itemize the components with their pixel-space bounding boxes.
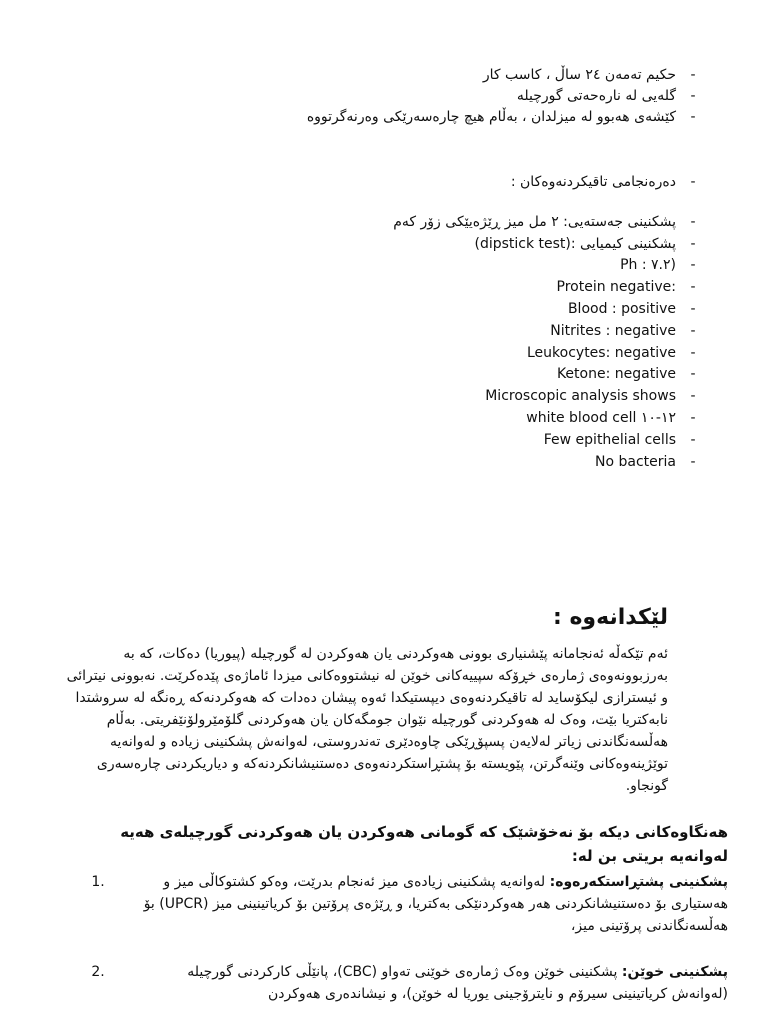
list-item <box>307 85 710 106</box>
bullet-dash: - <box>690 453 696 470</box>
result-text: Nitrites : negative <box>550 322 676 339</box>
result-text: Blood : positive <box>567 301 676 318</box>
step-body <box>128 871 728 937</box>
result-text: white blood cell ١٢-١٠ <box>526 410 676 427</box>
bullet-dash: - <box>690 257 696 274</box>
bullet-dash: - <box>690 344 696 361</box>
step-number: 1. <box>91 874 105 890</box>
list-item <box>393 276 710 298</box>
step-text: پشکنینی خوێن وەک ژمارەی خوێنی تەواو (CBC)، پانێڵی کارکردنی گورچیلە (لەوانەش کریاتینینی سیرۆم و نایترۆجینی یوریا لە خوێن)، و نیشاندەری هەوکردن <box>187 964 728 1002</box>
list-item <box>393 320 710 342</box>
patient-info-text: گلەیی لە نارەحەتی گورچیلە <box>516 87 676 104</box>
bullet-dash: - <box>690 431 696 448</box>
bullet-dash: - <box>690 173 696 190</box>
list-item <box>393 385 710 407</box>
conclusion-label: دەرەنجامی تاقیکردنەوەکان : <box>510 173 676 190</box>
list-item <box>307 106 710 127</box>
bullet-dash: - <box>690 322 696 339</box>
bullet-dash: - <box>690 87 696 104</box>
patient-info-list <box>307 64 710 127</box>
bullet-dash: - <box>690 301 696 318</box>
section-heading: لێکدانەوە : <box>552 605 668 630</box>
patient-info-text: کێشەی هەبوو لە میزلدان ، بەڵام هیچ چارەسەرێکی وەرنەگرتووە <box>306 108 676 125</box>
next-steps-list <box>68 961 728 1005</box>
list-item <box>393 342 710 364</box>
next-steps-list <box>68 871 728 937</box>
bullet-dash: - <box>690 66 696 83</box>
bullet-dash: - <box>690 279 696 296</box>
list-item <box>393 407 710 429</box>
result-text: No bacteria <box>595 453 676 470</box>
result-text: Ketone: negative <box>556 366 676 383</box>
list-item <box>511 171 710 192</box>
list-item <box>393 233 710 255</box>
bullet-dash: - <box>690 213 696 230</box>
list-item <box>393 255 710 277</box>
next-steps-heading: هەنگاوەکانی دیکە بۆ نەخۆشێک کە گومانی هەوکردن یان هەوکردنی گورچیلەی هەیە لەوانەیە بریتی بن لە: <box>120 823 728 865</box>
list-item <box>393 211 710 233</box>
list-item <box>68 961 728 1005</box>
patient-info-text: حکیم تەمەن ٢٤ ساڵ ، کاسب کار <box>482 66 676 83</box>
list-item <box>393 298 710 320</box>
step-title: پشکنینی پشتڕاستکەرەوە: <box>549 874 728 890</box>
step-title: پشکنینی خوێن: <box>621 964 728 980</box>
result-text: Few epithelial cells <box>543 431 676 448</box>
result-text: پشکنینی کیمیایی :(dipstick test) <box>474 235 676 252</box>
step-text: لەوانەیە پشکنینی زیادەی میز ئەنجام بدرێت، وەکو کشتوکاڵی میز و هەستیاری بۆ دەستنیشانکردنی هەر هەوکردنێکی بەکتریا، و ڕێژەی پرۆتین بۆ کریاتینینی میز (UPCR) بۆ هەڵسەنگاندنی پرۆتینی میز، <box>143 874 728 934</box>
interpretation-paragraph: ئەم تێکەڵە ئەنجامانە پێشنیاری بوونی هەوکردنی یان هەوکردن لە گورچیلە (پیوریا) دەکات، کە بە بەرزبوونەوەی ژمارەی خڕۆکە سپییەکانی خوێن لە نیشتووەکانی میزدا ئاماژەی پێدەکرێت. نەبوونی نیترائی و ئیسترازی لیکۆساید لە تاقیکردنەوەی دیپستیکدا ئەوە پیشان دەدات کە هەوکردنەکە ڕەنگە لە سروشتدا نابەکتریا بێت، وەک لە هەوکردنی گورچیلە نێوان جومگەکان یان هەوکردنی گلۆمێرولۆنێفریتی. بەڵام هەڵسەنگاندنی زیاتر لەلایەن پسپۆڕێکی چاوەدێری تەندروستی، لەوانەش پشکنینی زیادە و لەوانەیە توێژینەوەکانی وێنەگرتن، پێویستە بۆ پشتڕاستکردنەوەی دەستنیشانکردنەکە و دیاریکردنی چارەسەری گونجاو. <box>66 646 668 794</box>
list-item <box>393 451 710 473</box>
result-text: Protein negative: <box>556 279 676 296</box>
bullet-dash: - <box>690 235 696 252</box>
bullet-dash: - <box>690 108 696 125</box>
bullet-dash: - <box>690 410 696 427</box>
step-number: 2. <box>91 964 105 980</box>
step-body <box>128 961 728 1005</box>
test-results-list <box>393 211 710 473</box>
list-item <box>68 871 728 937</box>
bullet-dash: - <box>690 388 696 405</box>
result-text: Leukocytes: negative <box>527 344 676 361</box>
result-text: (٧.٢ : Ph <box>620 257 676 274</box>
list-item <box>393 364 710 386</box>
result-text: پشکنینی جەستەیی: ٢ مل میز ڕێژەیێکی زۆر کەم <box>393 213 676 230</box>
result-text: Microscopic analysis shows <box>485 388 676 405</box>
list-item <box>393 429 710 451</box>
conclusion-label-list <box>511 171 710 192</box>
list-item <box>307 64 710 85</box>
bullet-dash: - <box>690 366 696 383</box>
